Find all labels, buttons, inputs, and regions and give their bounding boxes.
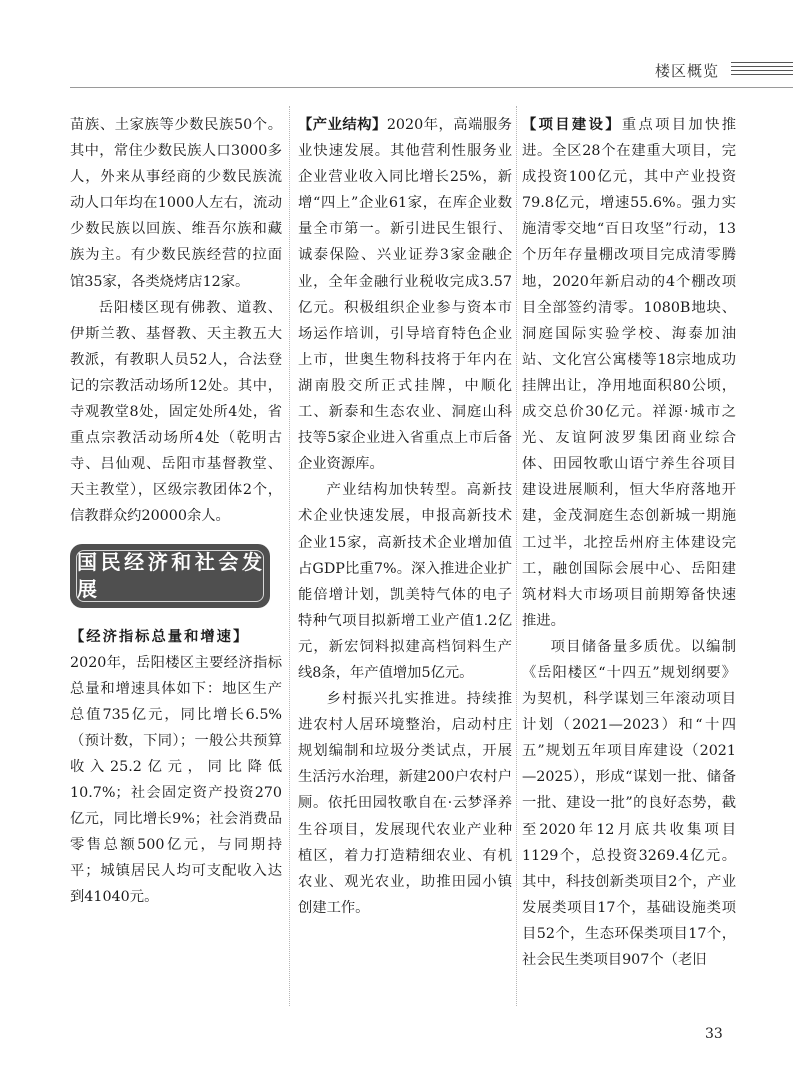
paragraph-ethnic-minorities: 苗族、土家族等少数民族50个。其中，常住少数民族人口3000多人，外来从事经商的少数民族流动人口年均在1000人左右，流动少数民族以回族、维吾尔族和藏族为主。有少数民族经营的拉面馆35家，各类烧烤店12家。 (70, 117, 282, 290)
paragraph-project-construction (522, 112, 736, 634)
header-title: 楼区概览 (654, 61, 719, 80)
header-decoration-lines (731, 62, 793, 78)
paragraph-project-construction-text: 重点项目加快推进。全区28个在建重大项目，完成投资100亿元，其中产业投资79.8亿元，增速55.6%。强力实施清零交地“百日攻坚”行动，13个历年存量棚改项目完成清零腾地，2020年新启动的4个棚改项目全部签约清零。1080B地块、洞庭国际实验学校、海泰加油站、文化宫公寓楼等18宗地成功挂牌出让，净用地面积80公顷，成交总价30亿元。祥源·城市之光、友谊阿波罗集团商业综合体、田园牧歌山语宁养生谷项目建设进展顺利，恒大华府落地开建，金茂洞庭生态创新城一期施工过半，北控岳州府主体建设完工，融创国际会展中心、岳阳建筑材料大市场项目前期筹备快速推进。 (522, 117, 737, 629)
column-3 (522, 112, 736, 973)
column-divider (516, 106, 517, 1006)
paragraph-religion: 岳阳楼区现有佛教、道教、伊斯兰教、基督教、天主教五大教派，有教职人员52人，合法登记的宗教活动场所12处。其中，寺观教堂8处，固定处所4处，省重点宗教活动场所4处（乾明古寺、吕仙观、岳阳市基督教堂、天主教堂），区级宗教团体2个，信教群众约20000余人。 (70, 299, 282, 525)
paragraph-economic-indicators: 2020年，岳阳楼区主要经济指标总量和增速具体如下：地区生产总值735亿元，同比增长6.5%（预计数，下同）；一般公共预算收入25.2亿元，同比降低10.7%；社会固定资产投资270亿元，同比增长9%；社会消费品零售总额500亿元，与同期持平；城镇居民人均可支配收入达到41040元。 (70, 654, 282, 906)
column-divider (289, 106, 290, 1006)
page-number: 33 (705, 1026, 723, 1042)
section-heading-industry-structure: 【产业结构】 (298, 117, 387, 133)
paragraph-industry-transformation: 产业结构加快转型。高新技术企业快速发展，申报高新技术企业15家，高新技术企业增加值占GDP比重7%。深入推进企业扩能倍增计划，凯美特气体的电子特种气项目拟新增工业产值1.2亿元，新宏饲料拟建高档饲料生产线8条，年产值增加5亿元。 (298, 482, 512, 681)
section-heading-economic-indicators: 【经济指标总量和增速】 (70, 628, 250, 645)
paragraph-project-reserve: 项目储备量多质优。以编制《岳阳楼区“十四五”规划纲要》为契机，科学谋划三年滚动项目计划（2021—2023）和“十四五”规划五年项目库建设（2021—2025），形成“谋划一批、储备一批、建设一批”的良好态势，截至2020年12月底共收集项目1129个，总投资3269.4亿元。其中，科技创新类项目2个，产业发展类项目17个，基础设施类项目52个，生态环保类项目17个，社会民生类项目907个（老旧 (522, 638, 736, 968)
section-banner (70, 544, 270, 608)
paragraph-industry-structure (298, 112, 512, 477)
section-heading-project-construction: 【项目建设】 (522, 117, 622, 133)
section-banner-title: 国民经济和社会发展 (77, 550, 263, 601)
paragraph-industry-structure-text: 2020年，高端服务业快速发展。其他营利性服务业企业营业收入同比增长25%，新增“四上”企业61家，在库企业数量全市第一。新引进民生银行、诚泰保险、兴业证券3家金融企业，全年金融行业税收完成3.57亿元。积极组织企业参与资本市场运作培训，引导培育特色企业上市，世奥生物科技将于年内在湖南股交所正式挂牌，中顺化工、新泰和生态农业、洞庭山科技等5家企业进入省重点上市后备企业资源库。 (298, 117, 513, 473)
header-rule (70, 87, 793, 88)
column-2 (298, 112, 512, 921)
column-1 (70, 112, 282, 911)
page-header (655, 57, 793, 83)
paragraph-rural-revitalization: 乡村振兴扎实推进。持续推进农村人居环境整治，启动村庄规划编制和垃圾分类试点，开展生活污水治理，新建200户农村户厕。依托田园牧歌自在·云梦泽养生谷项目，发展现代农业产业种植区，着力打造精细农业、有机农业、观光农业，助推田园小镇创建工作。 (298, 691, 512, 916)
